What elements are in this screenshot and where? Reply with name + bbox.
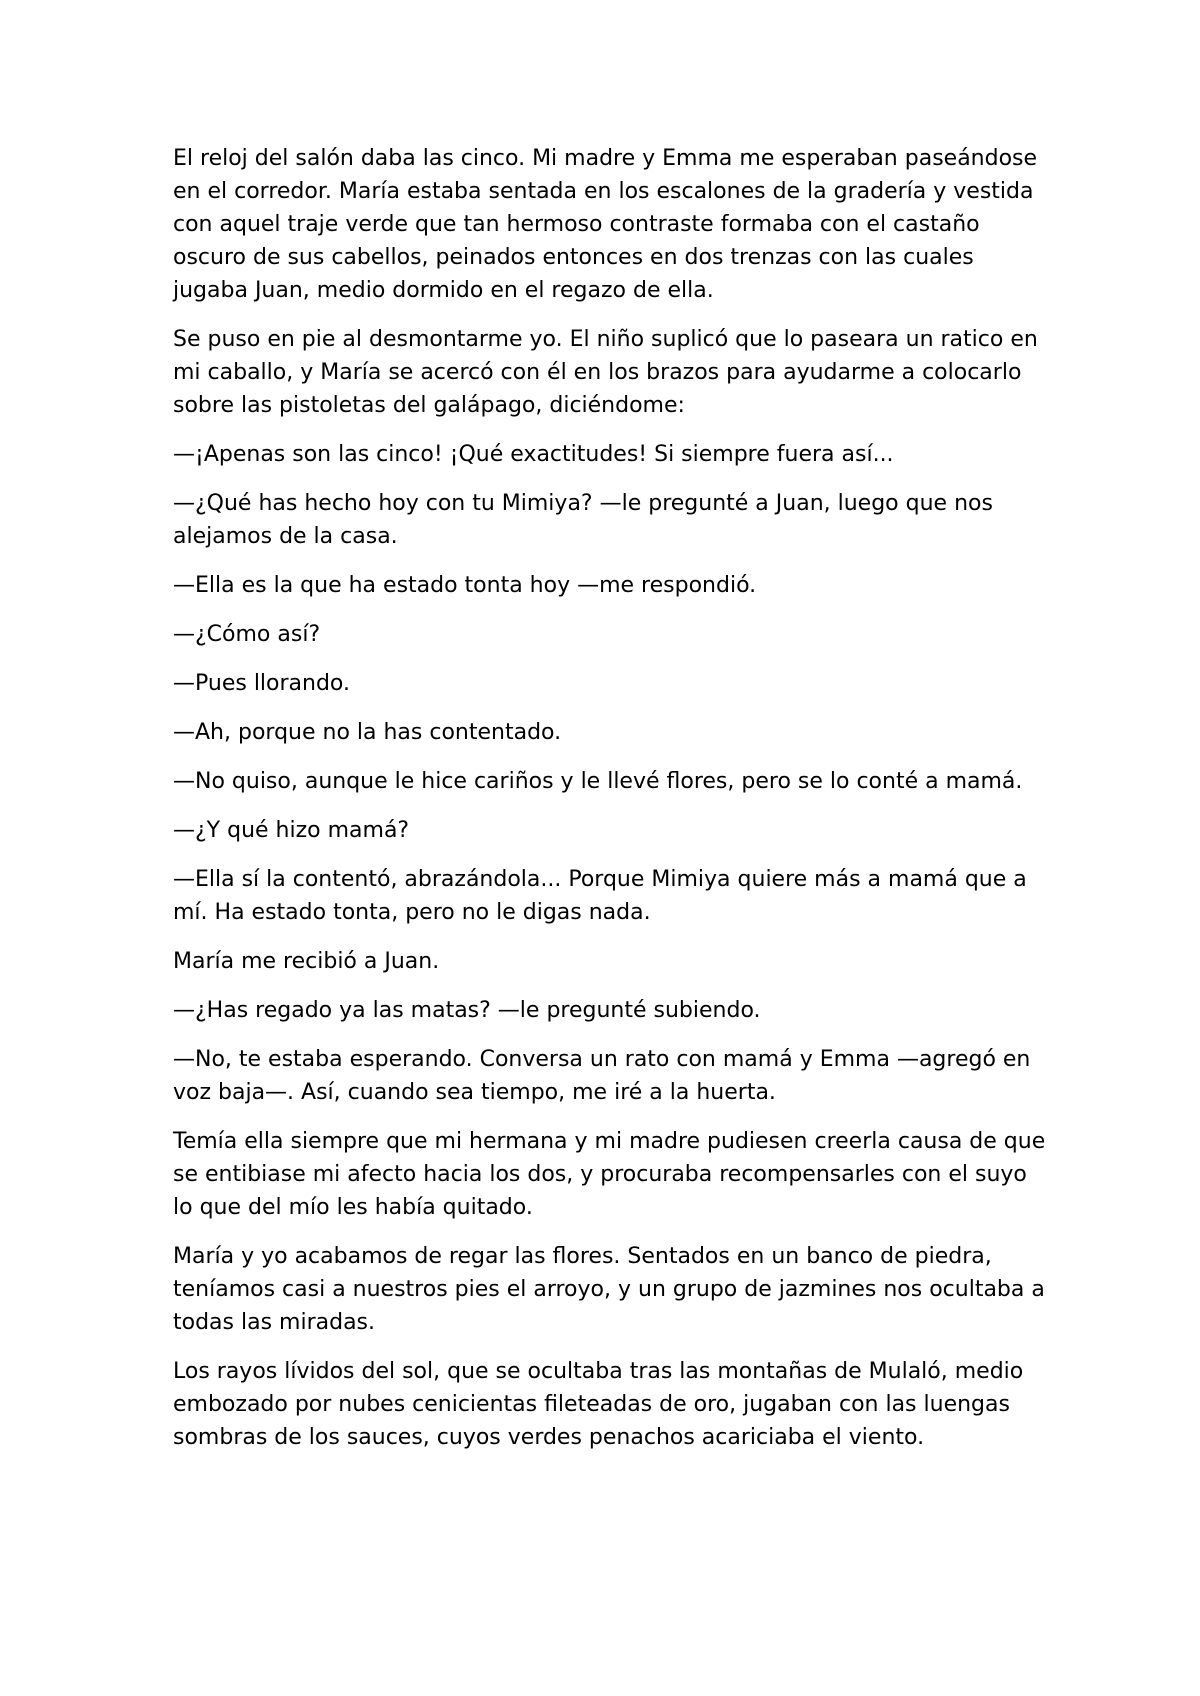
paragraph-12: María me recibió a Juan. [173, 949, 440, 974]
paragraph-15: Temía ella siempre que mi hermana y mi madre pudiesen creerla causa de que se entibiase mi afecto hacia los dos, y procuraba recompensarles con el suyo lo que del mío les había quitado. [173, 1129, 1046, 1220]
paragraph-3: —¡Apenas son las cinco! ¡Qué exactitudes! Si siempre fuera así... [173, 442, 894, 467]
paragraph-16: María y yo acabamos de regar las flores. Sentados en un banco de piedra, teníamos casi a nuestros pies el arroyo, y un grupo de jazmines nos ocultaba a todas las miradas. [173, 1244, 1045, 1335]
paragraph-4: —¿Qué has hecho hoy con tu Mimiya? —le pregunté a Juan, luego que nos alejamos de la casa. [173, 491, 993, 549]
paragraph-2: Se puso en pie al desmontarme yo. El niño suplicó que lo paseara un ratico en mi caballo, y María se acercó con él en los brazos para ayudarme a colocarlo sobre las pistoletas del galápago, diciéndome: [173, 327, 1038, 418]
paragraph-10: —¿Y qué hizo mamá? [173, 818, 410, 843]
paragraph-17: Los rayos lívidos del sol, que se ocultaba tras las montañas de Mulaló, medio embozado por nubes cenicientas fileteadas de oro, jugaban con las luengas sombras de los sauces, cuyos verdes penachos acariciaba el viento. [173, 1359, 1024, 1450]
paragraph-13: —¿Has regado ya las matas? —le pregunté subiendo. [173, 998, 761, 1023]
paragraph-9: —No quiso, aunque le hice cariños y le llevé flores, pero se lo conté a mamá. [173, 769, 1023, 794]
paragraph-1: El reloj del salón daba las cinco. Mi madre y Emma me esperaban paseándose en el corredor. María estaba sentada en los escalones de la gradería y vestida con aquel traje verde que tan hermoso contraste formaba con el castaño oscuro de sus cabellos, peinados entonces en dos trenzas con las cuales jugaba Juan, medio dormido en el regazo de ella. [173, 146, 1038, 303]
paragraph-8: —Ah, porque no la has contentado. [173, 720, 562, 745]
paragraph-5: —Ella es la que ha estado tonta hoy —me respondió. [173, 573, 757, 598]
document-page [173, 142, 1053, 1470]
paragraph-7: —Pues llorando. [173, 671, 350, 696]
paragraph-14: —No, te estaba esperando. Conversa un rato con mamá y Emma —agregó en voz baja—. Así, cuando sea tiempo, me iré a la huerta. [173, 1047, 1031, 1105]
paragraph-6: —¿Cómo así? [173, 622, 321, 647]
paragraph-11: —Ella sí la contentó, abrazándola... Porque Mimiya quiere más a mamá que a mí. Ha estado tonta, pero no le digas nada. [173, 867, 1027, 925]
